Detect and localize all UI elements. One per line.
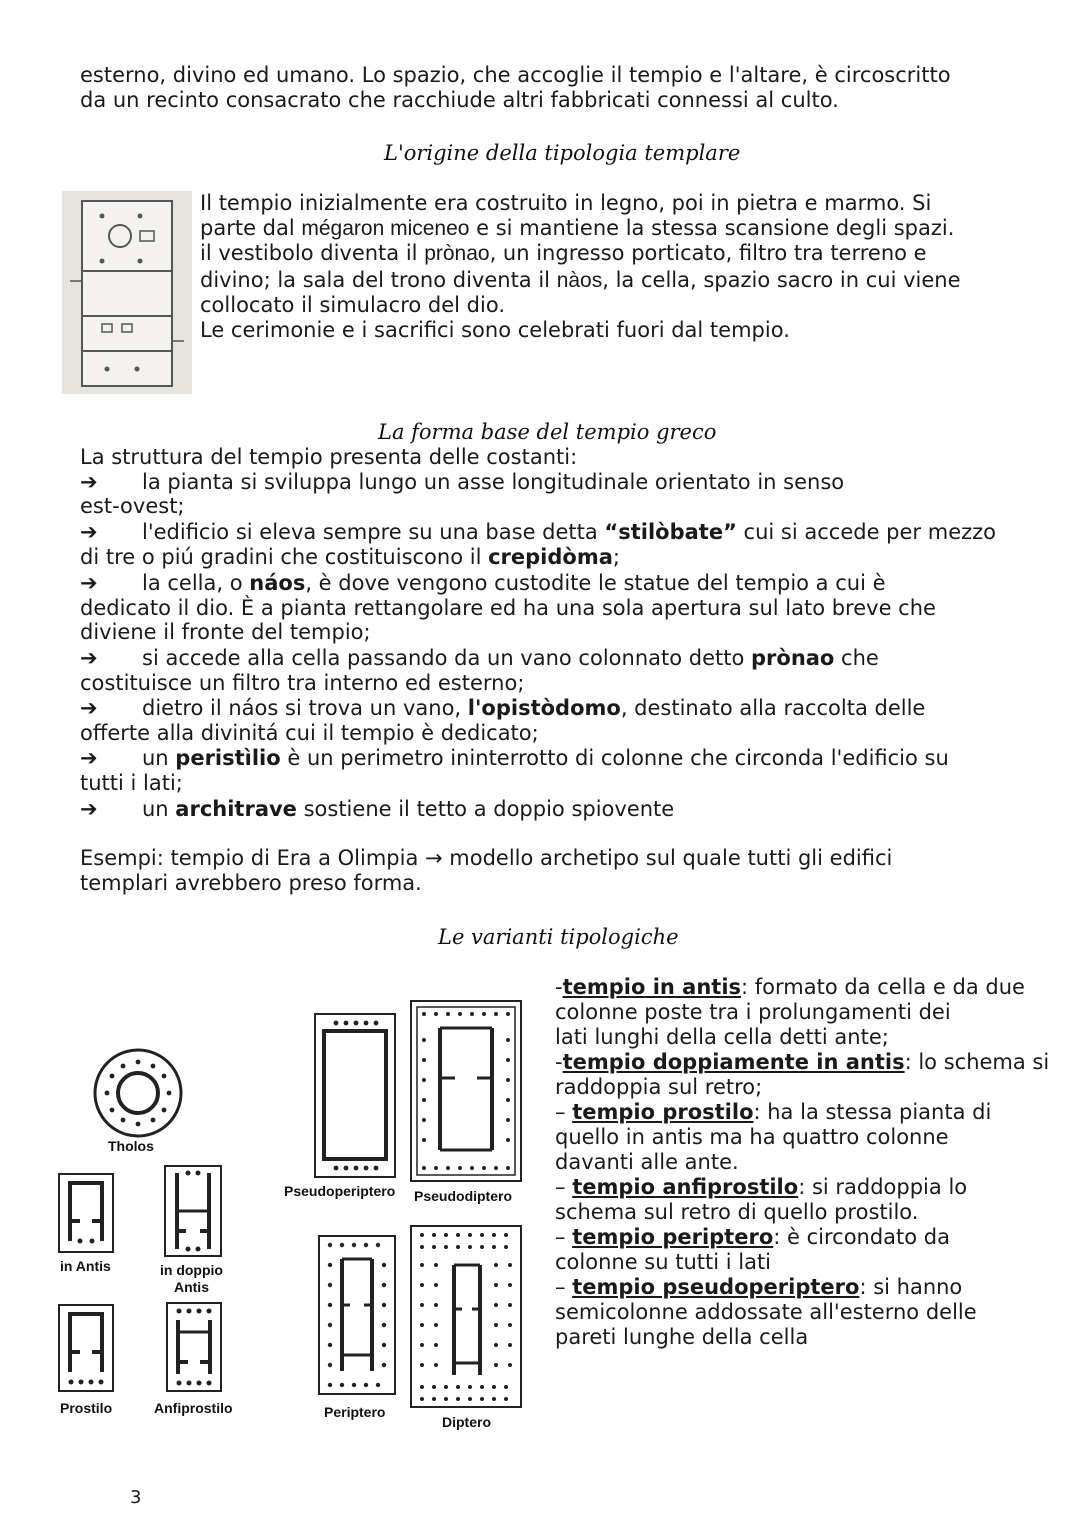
variant-prostilo: – tempio prostilo: ha la stessa pianta di xyxy=(555,1100,992,1124)
variant-pseudoperiptero-cont-2: pareti lunghe della cella xyxy=(555,1325,809,1349)
origin-line-3: il vestibolo diventa il prònao, un ingresso porticato, filtro tra terreno e xyxy=(200,241,927,265)
doppio-antis-plan xyxy=(164,1165,222,1257)
arrow-icon: ➔ xyxy=(80,520,98,544)
section-title-forma-base: La forma base del tempio greco xyxy=(378,420,717,444)
bullet-3: ➔ la cella, o náos, è dove vengono custodite le statue del tempio a cui è xyxy=(80,571,886,595)
variant-prostilo-cont-2: davanti alle ante. xyxy=(555,1150,739,1174)
prostilo-plan xyxy=(58,1304,114,1392)
bullet-6: ➔ un peristìlio è un perimetro ininterrotto di colonne che circonda l'edificio su xyxy=(80,746,949,770)
bullet-4: ➔ si accede alla cella passando da un vano colonnato detto prònao che xyxy=(80,646,879,670)
variant-prostilo-cont-1: quello in antis ma ha quattro colonne xyxy=(555,1125,949,1149)
origin-line-6: Le cerimonie e i sacrifici sono celebrati fuori dal tempio. xyxy=(200,318,790,342)
bullet-5-cont: offerte alla divinitá cui il tempio è dedicato; xyxy=(80,721,539,745)
diptero-plan xyxy=(410,1225,522,1408)
megaron-plan-photo xyxy=(62,191,192,394)
bullet-2-cont: di tre o piú gradini che costituiscono il crepidòma; xyxy=(80,545,620,569)
forma-intro: La struttura del tempio presenta delle costanti: xyxy=(80,445,578,469)
variant-doppio: -tempio doppiamente in antis: lo schema si xyxy=(555,1050,1050,1074)
label-periptero: Periptero xyxy=(324,1404,386,1420)
label-in-antis: in Antis xyxy=(60,1258,111,1274)
label-prostilo: Prostilo xyxy=(60,1400,113,1416)
page-number: 3 xyxy=(130,1487,142,1508)
label-pseudodiptero: Pseudodiptero xyxy=(414,1188,513,1204)
variant-doppio-cont: raddoppia sul retro; xyxy=(555,1075,763,1099)
periptero-plan xyxy=(318,1235,396,1395)
origin-line-1: Il tempio inizialmente era costruito in legno, poi in pietra e marmo. Si xyxy=(200,191,932,215)
origin-line-2: parte dal mégaron miceneo e si mantiene la stessa scansione degli spazi. xyxy=(200,216,955,240)
arrow-icon: ➔ xyxy=(80,797,98,821)
intro-line-2: da un recinto consacrato che racchiude altri fabbricati connessi al culto. xyxy=(80,88,839,112)
arrow-icon: ➔ xyxy=(80,646,98,670)
example-line-2: templari avrebbero preso forma. xyxy=(80,871,422,895)
origin-line-4: divino; la sala del trono diventa il nàos, la cella, spazio sacro in cui viene xyxy=(200,268,961,292)
intro-line-1: esterno, divino ed umano. Lo spazio, che accoglie il tempio e l'altare, è circoscritto xyxy=(80,63,951,87)
bullet-2: ➔ l'edificio si eleva sempre su una base detta “stilòbate” cui si accede per mezzo xyxy=(80,520,997,544)
label-in-doppio-antis: in doppio Antis xyxy=(160,1262,223,1295)
bullet-1-cont: est-ovest; xyxy=(80,494,185,518)
arrow-icon: ➔ xyxy=(80,571,98,595)
arrow-icon: ➔ xyxy=(80,746,98,770)
section-title-origine: L'origine della tipologia templare xyxy=(384,141,741,165)
variant-in-antis-cont-2: lati lunghi della cella detti ante; xyxy=(555,1025,889,1049)
arrow-icon: ➔ xyxy=(80,696,98,720)
label-pseudoperiptero: Pseudoperiptero xyxy=(284,1183,396,1199)
label-tholos: Tholos xyxy=(108,1138,154,1154)
variant-periptero-cont: colonne su tutti i lati xyxy=(555,1250,772,1274)
bullet-3-cont-2: diviene il fronte del tempio; xyxy=(80,620,371,644)
pseudodiptero-plan xyxy=(410,1000,522,1182)
label-anfiprostilo: Anfiprostilo xyxy=(154,1400,233,1416)
arrow-icon: ➔ xyxy=(80,470,98,494)
bullet-3-cont-1: dedicato il dio. È a pianta rettangolare ed ha una sola apertura sul lato breve che xyxy=(80,596,936,620)
example-line-1: Esempi: tempio di Era a Olimpia → modello archetipo sul quale tutti gli edifici xyxy=(80,846,893,870)
variant-in-antis: -tempio in antis: formato da cella e da due xyxy=(555,975,1025,999)
anfiprostilo-plan xyxy=(166,1302,222,1392)
variant-in-antis-cont-1: colonne poste tra i prolungamenti dei xyxy=(555,1000,951,1024)
in-antis-plan xyxy=(58,1173,114,1253)
bullet-7: ➔ un architrave sostiene il tetto a doppio spiovente xyxy=(80,797,675,821)
bullet-5: ➔ dietro il náos si trova un vano, l'opistòdomo, destinato alla raccolta delle xyxy=(80,696,926,720)
label-diptero: Diptero xyxy=(442,1414,491,1430)
pseudoperiptero-plan xyxy=(314,1013,396,1178)
origin-line-5: collocato il simulacro del dio. xyxy=(200,293,505,317)
tholos-plan xyxy=(88,1048,188,1138)
variant-pseudoperiptero-cont-1: semicolonne addossate all'esterno delle xyxy=(555,1300,977,1324)
variant-pseudoperiptero: – tempio pseudoperiptero: si hanno xyxy=(555,1275,963,1299)
variant-anfiprostilo-cont: schema sul retro di quello prostilo. xyxy=(555,1200,919,1224)
megaron-plan-drawing xyxy=(62,191,192,394)
bullet-6-cont: tutti i lati; xyxy=(80,771,183,795)
bullet-4-cont: costituisce un filtro tra interno ed esterno; xyxy=(80,671,525,695)
bullet-1: ➔ la pianta si sviluppa lungo un asse longitudinale orientato in senso xyxy=(80,470,845,494)
variant-periptero: – tempio periptero: è circondato da xyxy=(555,1225,951,1249)
variant-anfiprostilo: – tempio anfiprostilo: si raddoppia lo xyxy=(555,1175,968,1199)
section-title-varianti: Le varianti tipologiche xyxy=(438,925,679,949)
